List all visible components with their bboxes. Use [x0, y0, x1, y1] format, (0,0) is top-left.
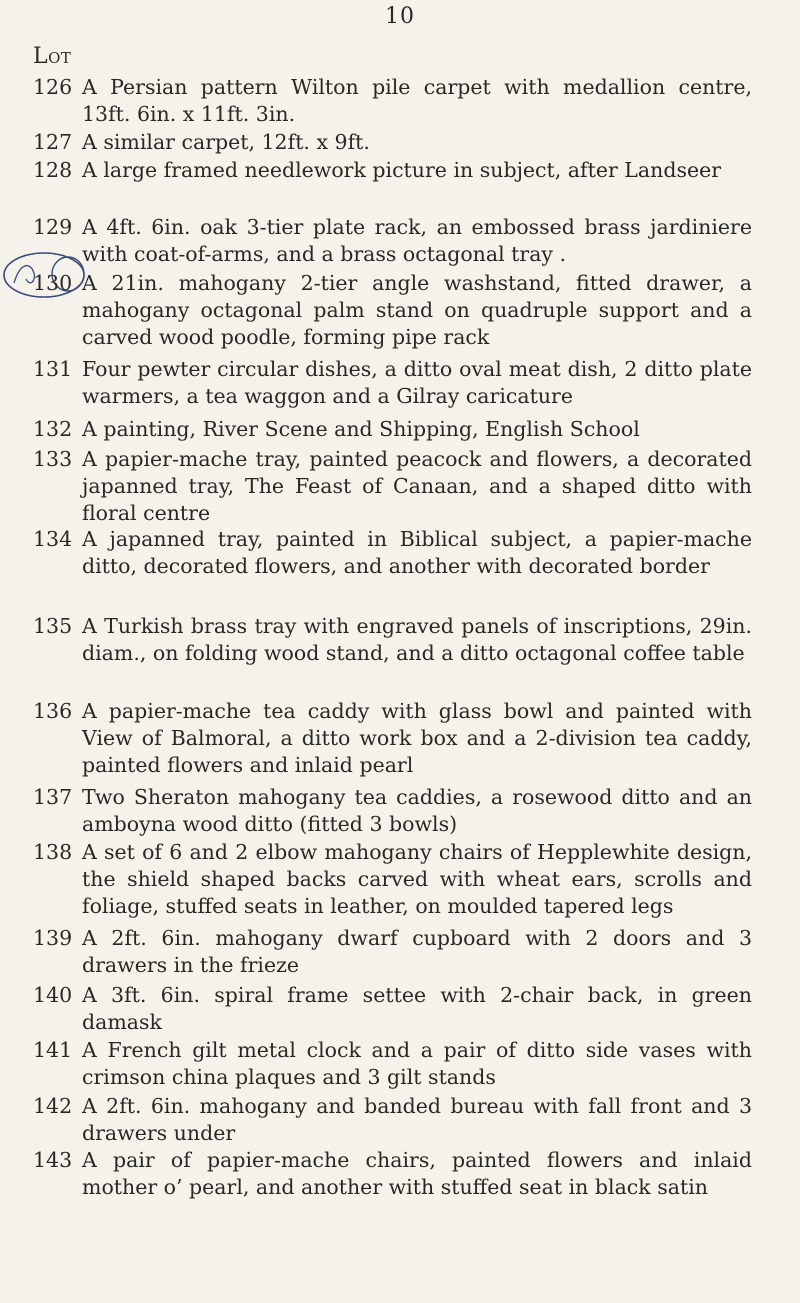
lot-description: A 2ft. 6in. mahogany dwarf cupboard with 2 doors and 3 drawers in the frieze: [82, 926, 752, 977]
page-number: 10: [385, 4, 415, 29]
lot-entry: [0, 784, 800, 839]
lot-entry: [0, 416, 800, 446]
lot-number: 140: [33, 983, 73, 1007]
lot-description: A 21in. mahogany 2-tier angle washstand, fitted drawer, a mahogany octagonal palm stand on quadruple support and a carved wood poodle, forming pipe rack: [82, 271, 752, 349]
lot-column-heading: Lot: [33, 44, 72, 69]
lot-entry: [0, 698, 800, 784]
lot-number: 130: [33, 271, 73, 295]
lot-description: A painting, River Scene and Shipping, English School: [82, 417, 640, 441]
lot-number: 131: [33, 357, 73, 381]
lot-number: 134: [33, 527, 73, 551]
lot-number: 129: [33, 215, 73, 239]
lot-list: [0, 74, 800, 1237]
lot-number: 139: [33, 926, 73, 950]
lot-entry: [0, 526, 800, 613]
lot-number: 143: [33, 1148, 73, 1172]
lot-entry: [0, 1037, 800, 1093]
lot-entry: [0, 270, 800, 356]
lot-description: A japanned tray, painted in Biblical subject, a papier-mache ditto, decorated flowers, and another with decorated border: [82, 527, 752, 578]
lot-description: A 3ft. 6in. spiral frame settee with 2-chair back, in green damask: [82, 983, 752, 1034]
lot-description: A papier-mache tray, painted peacock and flowers, a decorated japanned tray, The Feast of Canaan, and a shaped ditto with floral centre: [82, 447, 752, 525]
lot-entry: [0, 74, 800, 129]
lot-description: A Persian pattern Wilton pile carpet with medallion centre, 13ft. 6in. x 11ft. 3in.: [82, 75, 752, 126]
lot-description: A set of 6 and 2 elbow mahogany chairs of Hepplewhite design, the shield shaped backs carved with wheat ears, scrolls and foliage, stuffed seats in leather, on moulded tapered legs: [82, 840, 752, 918]
lot-description: A papier-mache tea caddy with glass bowl and painted with View of Balmoral, a ditto work box and a 2-division tea caddy, painted flowers and inlaid pearl: [82, 699, 752, 777]
lot-entry: [0, 982, 800, 1037]
lot-entry: [0, 446, 800, 526]
lot-number: 128: [33, 158, 73, 182]
lot-number: 127: [33, 130, 73, 154]
lot-entry: [0, 613, 800, 698]
lot-number: 133: [33, 447, 73, 471]
lot-description: A pair of papier-mache chairs, painted flowers and inlaid mother o’ pearl, and another with stuffed seat in black satin: [82, 1148, 752, 1199]
lot-entry: [0, 1093, 800, 1147]
lot-entry: [0, 129, 800, 157]
lot-entry: [0, 214, 800, 270]
lot-number: 136: [33, 699, 73, 723]
lot-entry: [0, 157, 800, 214]
lot-description: A similar carpet, 12ft. x 9ft.: [82, 130, 370, 154]
lot-description: A large framed needlework picture in subject, after Landseer: [82, 158, 722, 182]
lot-number: 142: [33, 1094, 73, 1118]
lot-entry: [0, 925, 800, 982]
lot-entry: [0, 356, 800, 416]
lot-number: 126: [33, 75, 73, 99]
lot-entry: [0, 1147, 800, 1237]
lot-number: 135: [33, 614, 73, 638]
lot-number: 137: [33, 785, 73, 809]
lot-description: A 4ft. 6in. oak 3-tier plate rack, an embossed brass jardiniere with coat-of-arms, and a brass octagonal tray .: [82, 215, 752, 266]
lot-description: Two Sheraton mahogany tea caddies, a rosewood ditto and an amboyna wood ditto (fitted 3 bowls): [82, 785, 752, 836]
lot-number: 132: [33, 417, 73, 441]
lot-description: Four pewter circular dishes, a ditto oval meat dish, 2 ditto plate warmers, a tea waggon and a Gilray caricature: [82, 357, 752, 408]
lot-description: A French gilt metal clock and a pair of ditto side vases with crimson china plaques and 3 gilt stands: [82, 1038, 752, 1089]
lot-description: A Turkish brass tray with engraved panels of inscriptions, 29in. diam., on folding wood stand, and a ditto octagonal coffee table: [82, 614, 752, 665]
lot-description: A 2ft. 6in. mahogany and banded bureau with fall front and 3 drawers under: [82, 1094, 752, 1145]
lot-number: 138: [33, 840, 73, 864]
lot-entry: [0, 839, 800, 925]
lot-number: 141: [33, 1038, 73, 1062]
